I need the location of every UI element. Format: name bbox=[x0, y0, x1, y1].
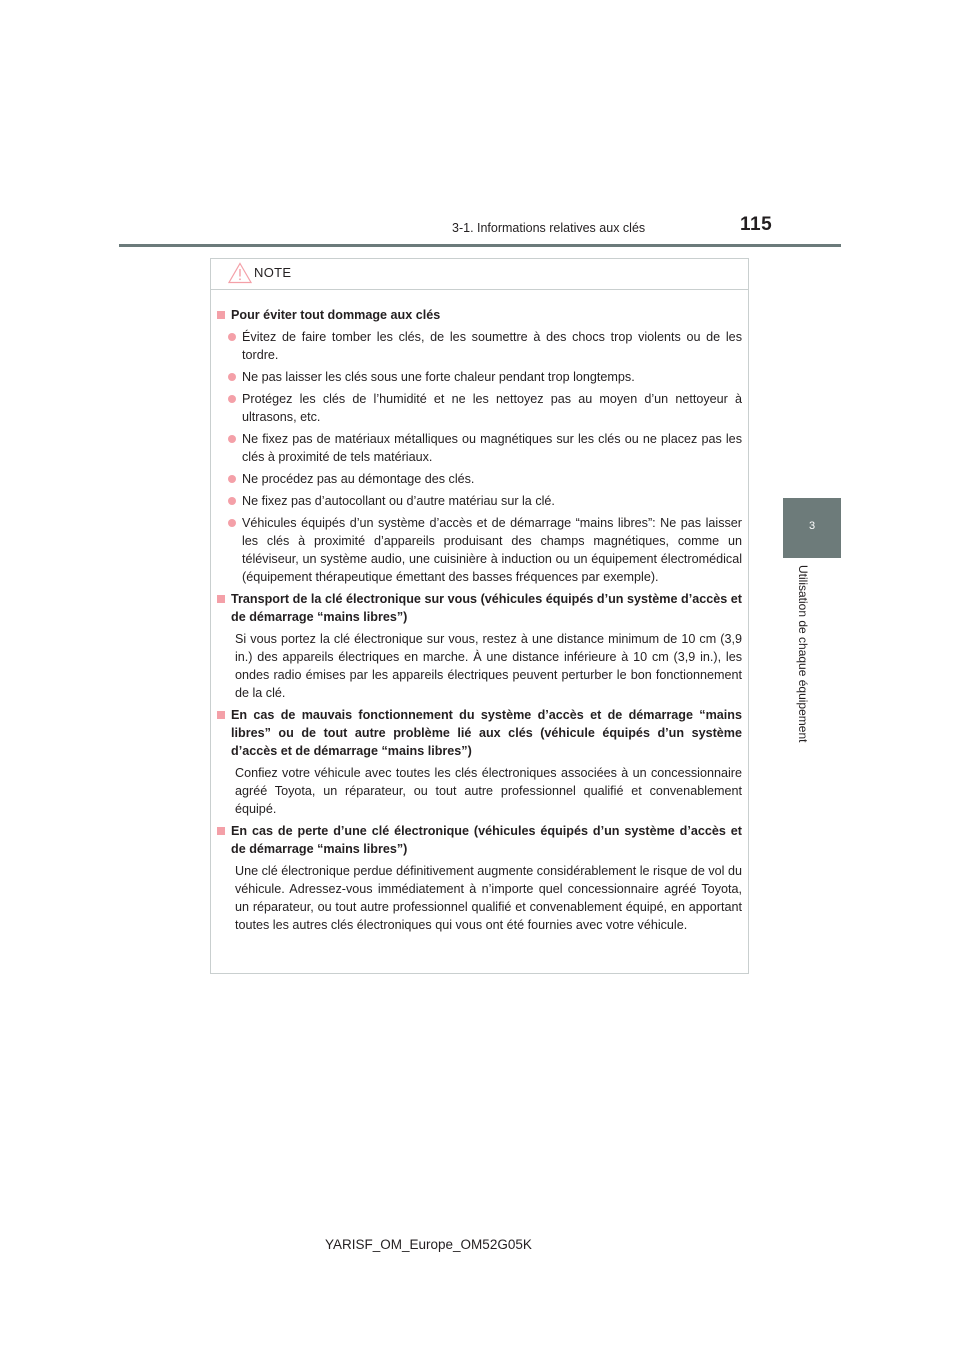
list-item: Ne procédez pas au démontage des clés. bbox=[228, 470, 742, 488]
square-bullet-icon bbox=[217, 711, 225, 719]
round-bullet-icon bbox=[228, 435, 236, 443]
list-item: Protégez les clés de l’humidité et ne les nettoyez pas au moyen d’un nettoyeur à ultrasons, etc. bbox=[228, 390, 742, 426]
round-bullet-icon bbox=[228, 497, 236, 505]
warning-triangle-icon bbox=[228, 262, 252, 284]
note-paragraph: Une clé électronique perdue définitivement augmente considérablement le risque de vol du véhicule. Adressez-vous immédiatement à n’importe quel concessionnaire agréé Toyota, un réparateur, ou tout autre professionnel qualifié et convenablement équipé, en apportant toutes les autres clés électroniques qui vous ont été fournies avec votre véhicule. bbox=[235, 864, 742, 932]
note-paragraph: Si vous portez la clé électronique sur vous, restez à une distance minimum de 10 cm (3,9 in.) des appareils électriques en marche. À une distance inférieure à 10 cm (3,9 in.), les ondes radio émises par les appareils électriques peuvent perturber le bon fonctionnement de la clé. bbox=[235, 632, 742, 700]
document-code: YARISF_OM_Europe_OM52G05K bbox=[325, 1237, 532, 1252]
section-title: 3-1. Informations relatives aux clés bbox=[452, 221, 646, 235]
note-section-heading: En cas de mauvais fonctionnement du système d’accès et de démarrage “mains libres” ou de tout autre problème lié aux clés (véhicule équipés d’un système d’accès et de démarrage “mains libres”) bbox=[217, 706, 742, 760]
note-title: NOTE bbox=[254, 265, 292, 280]
list-item: Évitez de faire tomber les clés, de les soumettre à des chocs trop violents ou de les tordre. bbox=[228, 328, 742, 364]
note-section-heading: Pour éviter tout dommage aux clés bbox=[217, 306, 742, 324]
note-box bbox=[210, 258, 749, 974]
round-bullet-icon bbox=[228, 333, 236, 341]
chapter-tab bbox=[783, 498, 841, 558]
round-bullet-icon bbox=[228, 395, 236, 403]
chapter-label: Utilisation de chaque équipement bbox=[796, 565, 810, 743]
chapter-number: 3 bbox=[808, 520, 816, 532]
list-item: Ne fixez pas de matériaux métalliques ou magnétiques sur les clés ou ne placez pas les clés à proximité de tels matériaux. bbox=[228, 430, 742, 466]
note-section-heading: En cas de perte d’une clé électronique (véhicules équipés d’un système d’accès et de démarrage “mains libres”) bbox=[217, 822, 742, 858]
list-item: Ne pas laisser les clés sous une forte chaleur pendant trop longtemps. bbox=[228, 368, 742, 386]
square-bullet-icon bbox=[217, 595, 225, 603]
note-section-heading: Transport de la clé électronique sur vous (véhicules équipés d’un système d’accès et de démarrage “mains libres”) bbox=[217, 590, 742, 626]
square-bullet-icon bbox=[217, 827, 225, 835]
page-number: 115 bbox=[740, 214, 773, 235]
round-bullet-icon bbox=[228, 519, 236, 527]
square-bullet-icon bbox=[217, 311, 225, 319]
list-item: Véhicules équipés d’un système d’accès et de démarrage “mains libres”: Ne pas laisser les clés à proximité d’appareils produisant des champs magnétiques, comme un téléviseur, un système audio, une cuisinière à induction ou un équipement électromédical (équipement thérapeutique émettant des basses fréquences par exemple). bbox=[228, 514, 742, 586]
round-bullet-icon bbox=[228, 373, 236, 381]
note-paragraph: Confiez votre véhicule avec toutes les clés électroniques associées à un concessionnaire agréé Toyota, un réparateur, ou tout autre professionnel qualifié et convenablement équipé. bbox=[235, 766, 742, 816]
note-header bbox=[211, 259, 748, 290]
list-item: Ne fixez pas d’autocollant ou d’autre matériau sur la clé. bbox=[228, 492, 742, 510]
round-bullet-icon bbox=[228, 475, 236, 483]
note-body bbox=[211, 290, 748, 934]
header-divider bbox=[119, 244, 841, 247]
